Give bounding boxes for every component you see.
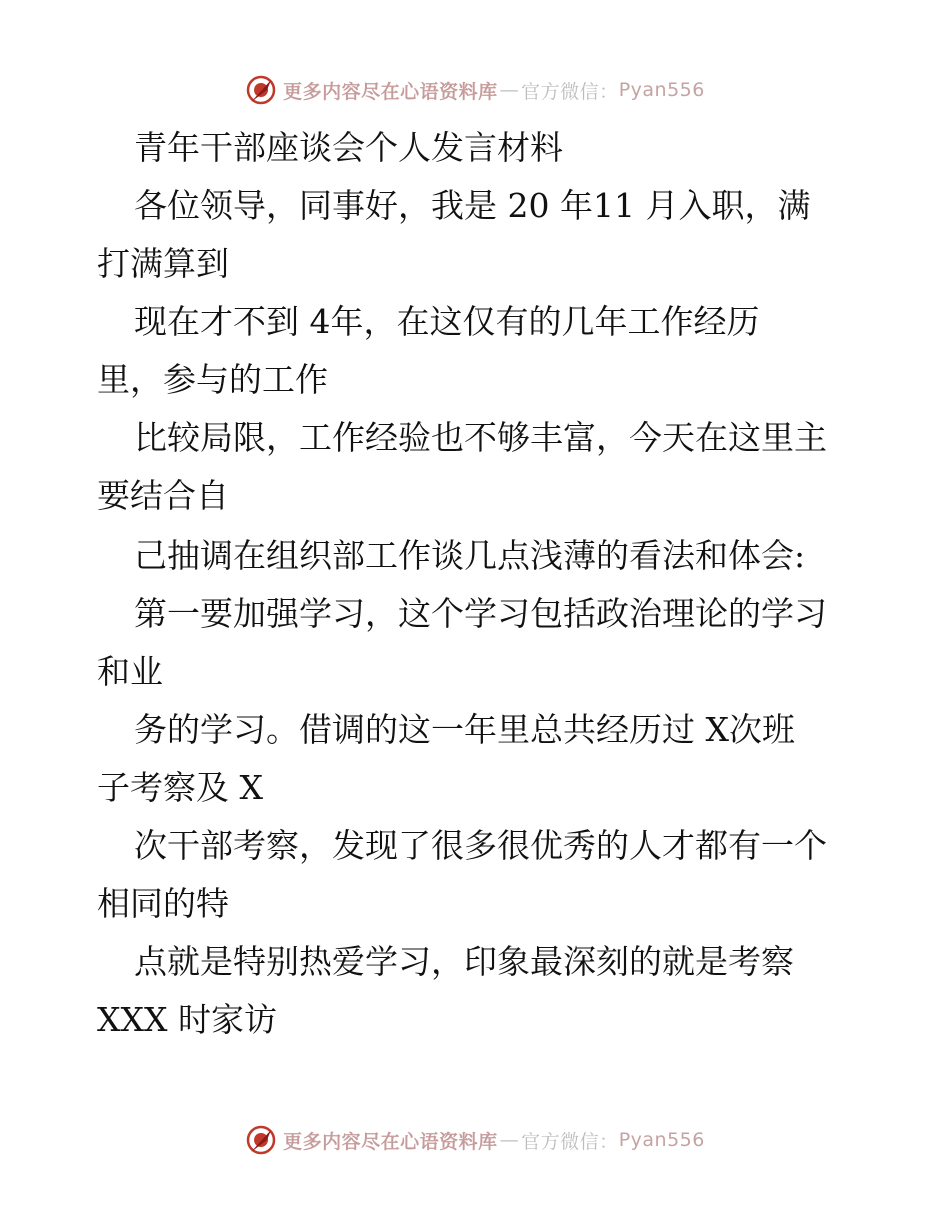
watermark-header	[0, 70, 950, 110]
quill-logo-icon	[245, 74, 277, 106]
text-line: 各位领导，同事好，我是 20 年11 月入职，满	[134, 186, 811, 225]
document-title: 青年干部座谈会个人发言材料	[134, 128, 563, 167]
text-line: 相同的特	[97, 884, 229, 923]
text-line: 现在才不到 4年，在这仅有的几年工作经历	[134, 302, 760, 341]
watermark-separator: —	[499, 1129, 520, 1151]
watermark-separator: —	[499, 79, 520, 101]
text-line: 第一要加强学习，这个学习包括政治理论的学习	[134, 594, 827, 633]
watermark-wechat-id: Pyan556	[618, 1129, 705, 1151]
text-line: XXX 时家访	[97, 1000, 277, 1039]
text-line: 打满算到	[97, 244, 229, 283]
text-line: 比较局限，工作经验也不够丰富，今天在这里主	[134, 418, 827, 457]
watermark-footer	[0, 1120, 950, 1160]
text-line: 点就是特别热爱学习，印象最深刻的就是考察	[134, 942, 794, 981]
text-line: 里，参与的工作	[97, 360, 328, 399]
watermark-wechat-id: Pyan556	[618, 79, 705, 101]
text-line: 和业	[97, 652, 163, 691]
watermark-brand: 更多内容尽在心语资料库	[283, 80, 498, 103]
watermark-wechat-label: 官方微信：	[521, 1130, 619, 1153]
watermark-brand: 更多内容尽在心语资料库	[283, 1130, 498, 1153]
quill-logo-icon	[245, 1124, 277, 1156]
text-line: 务的学习。借调的这一年里总共经历过 X次班	[134, 710, 795, 749]
watermark-wechat-label: 官方微信：	[521, 80, 619, 103]
text-line: 己抽调在组织部工作谈几点浅薄的看法和体会:	[134, 536, 806, 575]
text-line: 次干部考察，发现了很多很优秀的人才都有一个	[134, 826, 827, 865]
text-line: 要结合自	[97, 476, 229, 515]
text-line: 子考察及 X	[97, 768, 263, 807]
